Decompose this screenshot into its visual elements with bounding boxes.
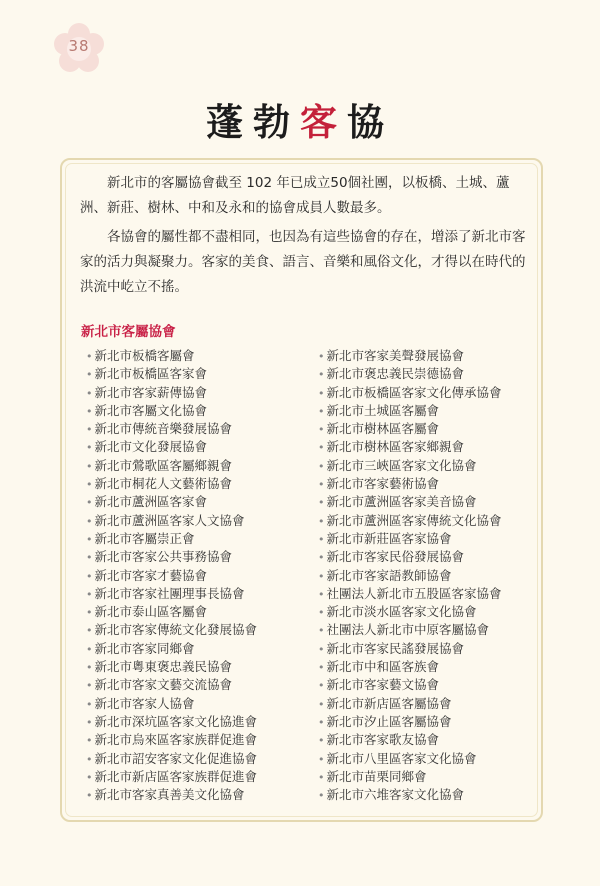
list-item: [318, 768, 538, 786]
list-item: [318, 786, 538, 804]
list-item: [86, 695, 306, 713]
bullet-icon: •: [86, 752, 93, 766]
list-item: [318, 640, 538, 658]
bullet-icon: •: [86, 770, 93, 784]
bullet-icon: •: [86, 514, 93, 528]
association-name: 社團法人新北市五股區客家協會: [326, 585, 502, 601]
bullet-icon: •: [318, 642, 325, 656]
association-name: 新北市客家文藝交流協會: [94, 677, 233, 693]
association-name: 新北市桐花人文藝術協會: [94, 476, 233, 492]
association-name: 新北市客家才藝協會: [94, 567, 208, 583]
bullet-icon: •: [318, 734, 325, 748]
association-name: 新北市蘆洲區客家美音協會: [326, 494, 477, 510]
list-item: [318, 567, 538, 585]
list-item: [86, 750, 306, 768]
association-name: 新北市蘆洲區客家傳統文化協會: [326, 512, 502, 528]
page-title: [0, 92, 600, 146]
bullet-icon: •: [86, 551, 93, 565]
intro-text: [80, 171, 536, 304]
association-name: 新北市客家藝文協會: [326, 677, 440, 693]
association-name: 新北市客家社團理事長協會: [94, 585, 245, 601]
list-item: [86, 530, 306, 548]
list-item: [86, 768, 306, 786]
list-item: [318, 493, 538, 511]
association-name: 新北市客家同鄉會: [94, 640, 195, 656]
association-name: 新北市粵東褒忠義民協會: [94, 659, 233, 675]
bullet-icon: •: [86, 624, 93, 638]
bullet-icon: •: [86, 386, 93, 400]
association-name: 新北市傳統音樂發展協會: [94, 421, 233, 437]
list-item: [86, 567, 306, 585]
association-name: 新北市蘆洲區客家會: [94, 494, 208, 510]
association-name: 新北市客家民俗發展協會: [326, 549, 465, 565]
bullet-icon: •: [86, 423, 93, 437]
association-name: 新北市烏來區客家族群促進會: [94, 732, 258, 748]
list-item: [318, 585, 538, 603]
bullet-icon: •: [86, 404, 93, 418]
list-item: [86, 585, 306, 603]
association-name: 新北市文化發展協會: [94, 439, 208, 455]
list-item: [318, 457, 538, 475]
list-item: [318, 402, 538, 420]
association-name: 新北市褒忠義民崇德協會: [326, 366, 465, 382]
list-item: [86, 658, 306, 676]
association-name: 新北市客家薪傳協會: [94, 384, 208, 400]
list-item: [318, 420, 538, 438]
list-item: [318, 713, 538, 731]
bullet-icon: •: [318, 478, 325, 492]
bullet-icon: •: [318, 551, 325, 565]
list-item: [86, 621, 306, 639]
association-name: 新北市板橋客屬會: [94, 348, 195, 363]
title-part-3: 協: [347, 100, 394, 144]
bullet-icon: •: [86, 715, 93, 729]
bullet-icon: •: [86, 679, 93, 693]
bullet-icon: •: [86, 532, 93, 546]
bullet-icon: •: [318, 496, 325, 510]
list-item: [318, 603, 538, 621]
bullet-icon: •: [318, 624, 325, 638]
bullet-icon: •: [86, 606, 93, 620]
list-item: [318, 676, 538, 694]
association-name: 新北市客屬崇正會: [94, 530, 195, 546]
association-name: 新北市新莊區客家協會: [326, 530, 452, 546]
bullet-icon: •: [86, 478, 93, 492]
bullet-icon: •: [86, 789, 93, 803]
list-item: [318, 548, 538, 566]
bullet-icon: •: [318, 715, 325, 729]
association-name: 新北市樹林區客屬會: [326, 421, 440, 437]
bullet-icon: •: [86, 642, 93, 656]
bullet-icon: •: [86, 587, 93, 601]
list-item: [318, 365, 538, 383]
association-name: 新北市詔安客家文化促進協會: [94, 750, 258, 766]
bullet-icon: •: [86, 350, 93, 363]
bullet-icon: •: [318, 423, 325, 437]
association-name: 新北市泰山區客屬會: [94, 604, 208, 620]
bullet-icon: •: [318, 459, 325, 473]
association-name: 新北市土城區客屬會: [326, 402, 440, 418]
bullet-icon: •: [318, 514, 325, 528]
section-title: 新北市客屬協會: [81, 324, 176, 340]
bullet-icon: •: [318, 661, 325, 675]
association-name: 新北市客家人協會: [94, 695, 195, 711]
association-name: 新北市客家語教師協會: [326, 567, 452, 583]
bullet-icon: •: [86, 368, 93, 382]
bullet-icon: •: [86, 734, 93, 748]
list-item: [318, 695, 538, 713]
list-item: [86, 402, 306, 420]
association-name: 新北市新店區客屬協會: [326, 695, 452, 711]
association-list-right: [318, 347, 538, 804]
bullet-icon: •: [318, 441, 325, 455]
association-name: 新北市苗栗同鄉會: [326, 768, 427, 784]
list-item: [318, 530, 538, 548]
list-item: [86, 713, 306, 731]
bullet-icon: •: [86, 697, 93, 711]
list-item: [86, 347, 306, 365]
bullet-icon: •: [86, 459, 93, 473]
bullet-icon: •: [318, 368, 325, 382]
bullet-icon: •: [318, 697, 325, 711]
list-item: [86, 548, 306, 566]
list-item: [86, 438, 306, 456]
bullet-icon: •: [318, 606, 325, 620]
list-item: [86, 731, 306, 749]
association-name: 新北市客家真善美文化協會: [94, 787, 245, 803]
list-item: [318, 658, 538, 676]
list-item: [318, 731, 538, 749]
list-item: [318, 621, 538, 639]
association-name: 新北市客家傳統文化發展協會: [94, 622, 258, 638]
association-name: 新北市深坑區客家文化協進會: [94, 713, 258, 729]
association-name: 新北市蘆洲區客家人文協會: [94, 512, 245, 528]
list-item: [86, 640, 306, 658]
association-name: 新北市新店區客家族群促進會: [94, 768, 258, 784]
list-item: [86, 384, 306, 402]
association-name: 新北市板橋區客家會: [94, 366, 208, 382]
list-item: [86, 475, 306, 493]
list-item: [86, 420, 306, 438]
list-item: [318, 347, 538, 365]
association-name: 新北市汐止區客屬協會: [326, 713, 452, 729]
list-item: [86, 603, 306, 621]
bullet-icon: •: [318, 532, 325, 546]
list-item: [86, 365, 306, 383]
association-name: 新北市八里區客家文化協會: [326, 750, 477, 766]
association-name: 新北市客家歌友協會: [326, 732, 440, 748]
bullet-icon: •: [318, 587, 325, 601]
association-name: 新北市客家美聲發展協會: [326, 348, 465, 363]
list-item: [86, 457, 306, 475]
association-name: 新北市板橋區客家文化傳承協會: [326, 384, 502, 400]
bullet-icon: •: [318, 679, 325, 693]
association-name: 新北市中和區客族會: [326, 659, 440, 675]
association-name: 新北市三峽區客家文化協會: [326, 457, 477, 473]
association-name: 新北市客家民謠發展協會: [326, 640, 465, 656]
intro-paragraph-2: 各協會的屬性都不盡相同，也因為有這些協會的存在，增添了新北市客家的活力與凝聚力。客家的美食、語言、音樂和風俗文化，才得以在時代的洪流中屹立不搖。: [80, 229, 526, 295]
list-item: [318, 750, 538, 768]
association-name: 新北市客屬文化協會: [94, 402, 208, 418]
list-item: [86, 493, 306, 511]
list-item: [86, 676, 306, 694]
list-item: [318, 475, 538, 493]
list-item: [86, 786, 306, 804]
bullet-icon: •: [318, 770, 325, 784]
bullet-icon: •: [86, 569, 93, 583]
bullet-icon: •: [318, 386, 325, 400]
bullet-icon: •: [318, 350, 325, 363]
list-item: [86, 512, 306, 530]
association-name: 新北市樹林區客家鄉親會: [326, 439, 465, 455]
bullet-icon: •: [318, 569, 325, 583]
association-list-left: [86, 347, 306, 804]
page-number: 38: [68, 37, 90, 55]
intro-paragraph-1: 新北市的客屬協會截至 102 年已成立50個社團，以板橋、土城、蘆洲、新莊、樹林、中和及永和的協會成員人數最多。: [80, 175, 510, 216]
association-name: 新北市客家藝術協會: [326, 476, 440, 492]
bullet-icon: •: [318, 789, 325, 803]
association-name: 新北市六堆客家文化協會: [326, 787, 465, 803]
title-part-1: 蓬勃: [206, 100, 300, 144]
association-name: 社團法人新北市中原客屬協會: [326, 622, 490, 638]
list-item: [318, 438, 538, 456]
association-name: 新北市客家公共事務協會: [94, 549, 233, 565]
association-name: 新北市淡水區客家文化協會: [326, 604, 477, 620]
list-item: [318, 512, 538, 530]
title-accent-character: 客: [300, 100, 347, 144]
bullet-icon: •: [86, 661, 93, 675]
bullet-icon: •: [86, 441, 93, 455]
bullet-icon: •: [318, 404, 325, 418]
association-name: 新北市鶯歌區客屬鄉親會: [94, 457, 233, 473]
bullet-icon: •: [318, 752, 325, 766]
list-item: [318, 384, 538, 402]
bullet-icon: •: [86, 496, 93, 510]
